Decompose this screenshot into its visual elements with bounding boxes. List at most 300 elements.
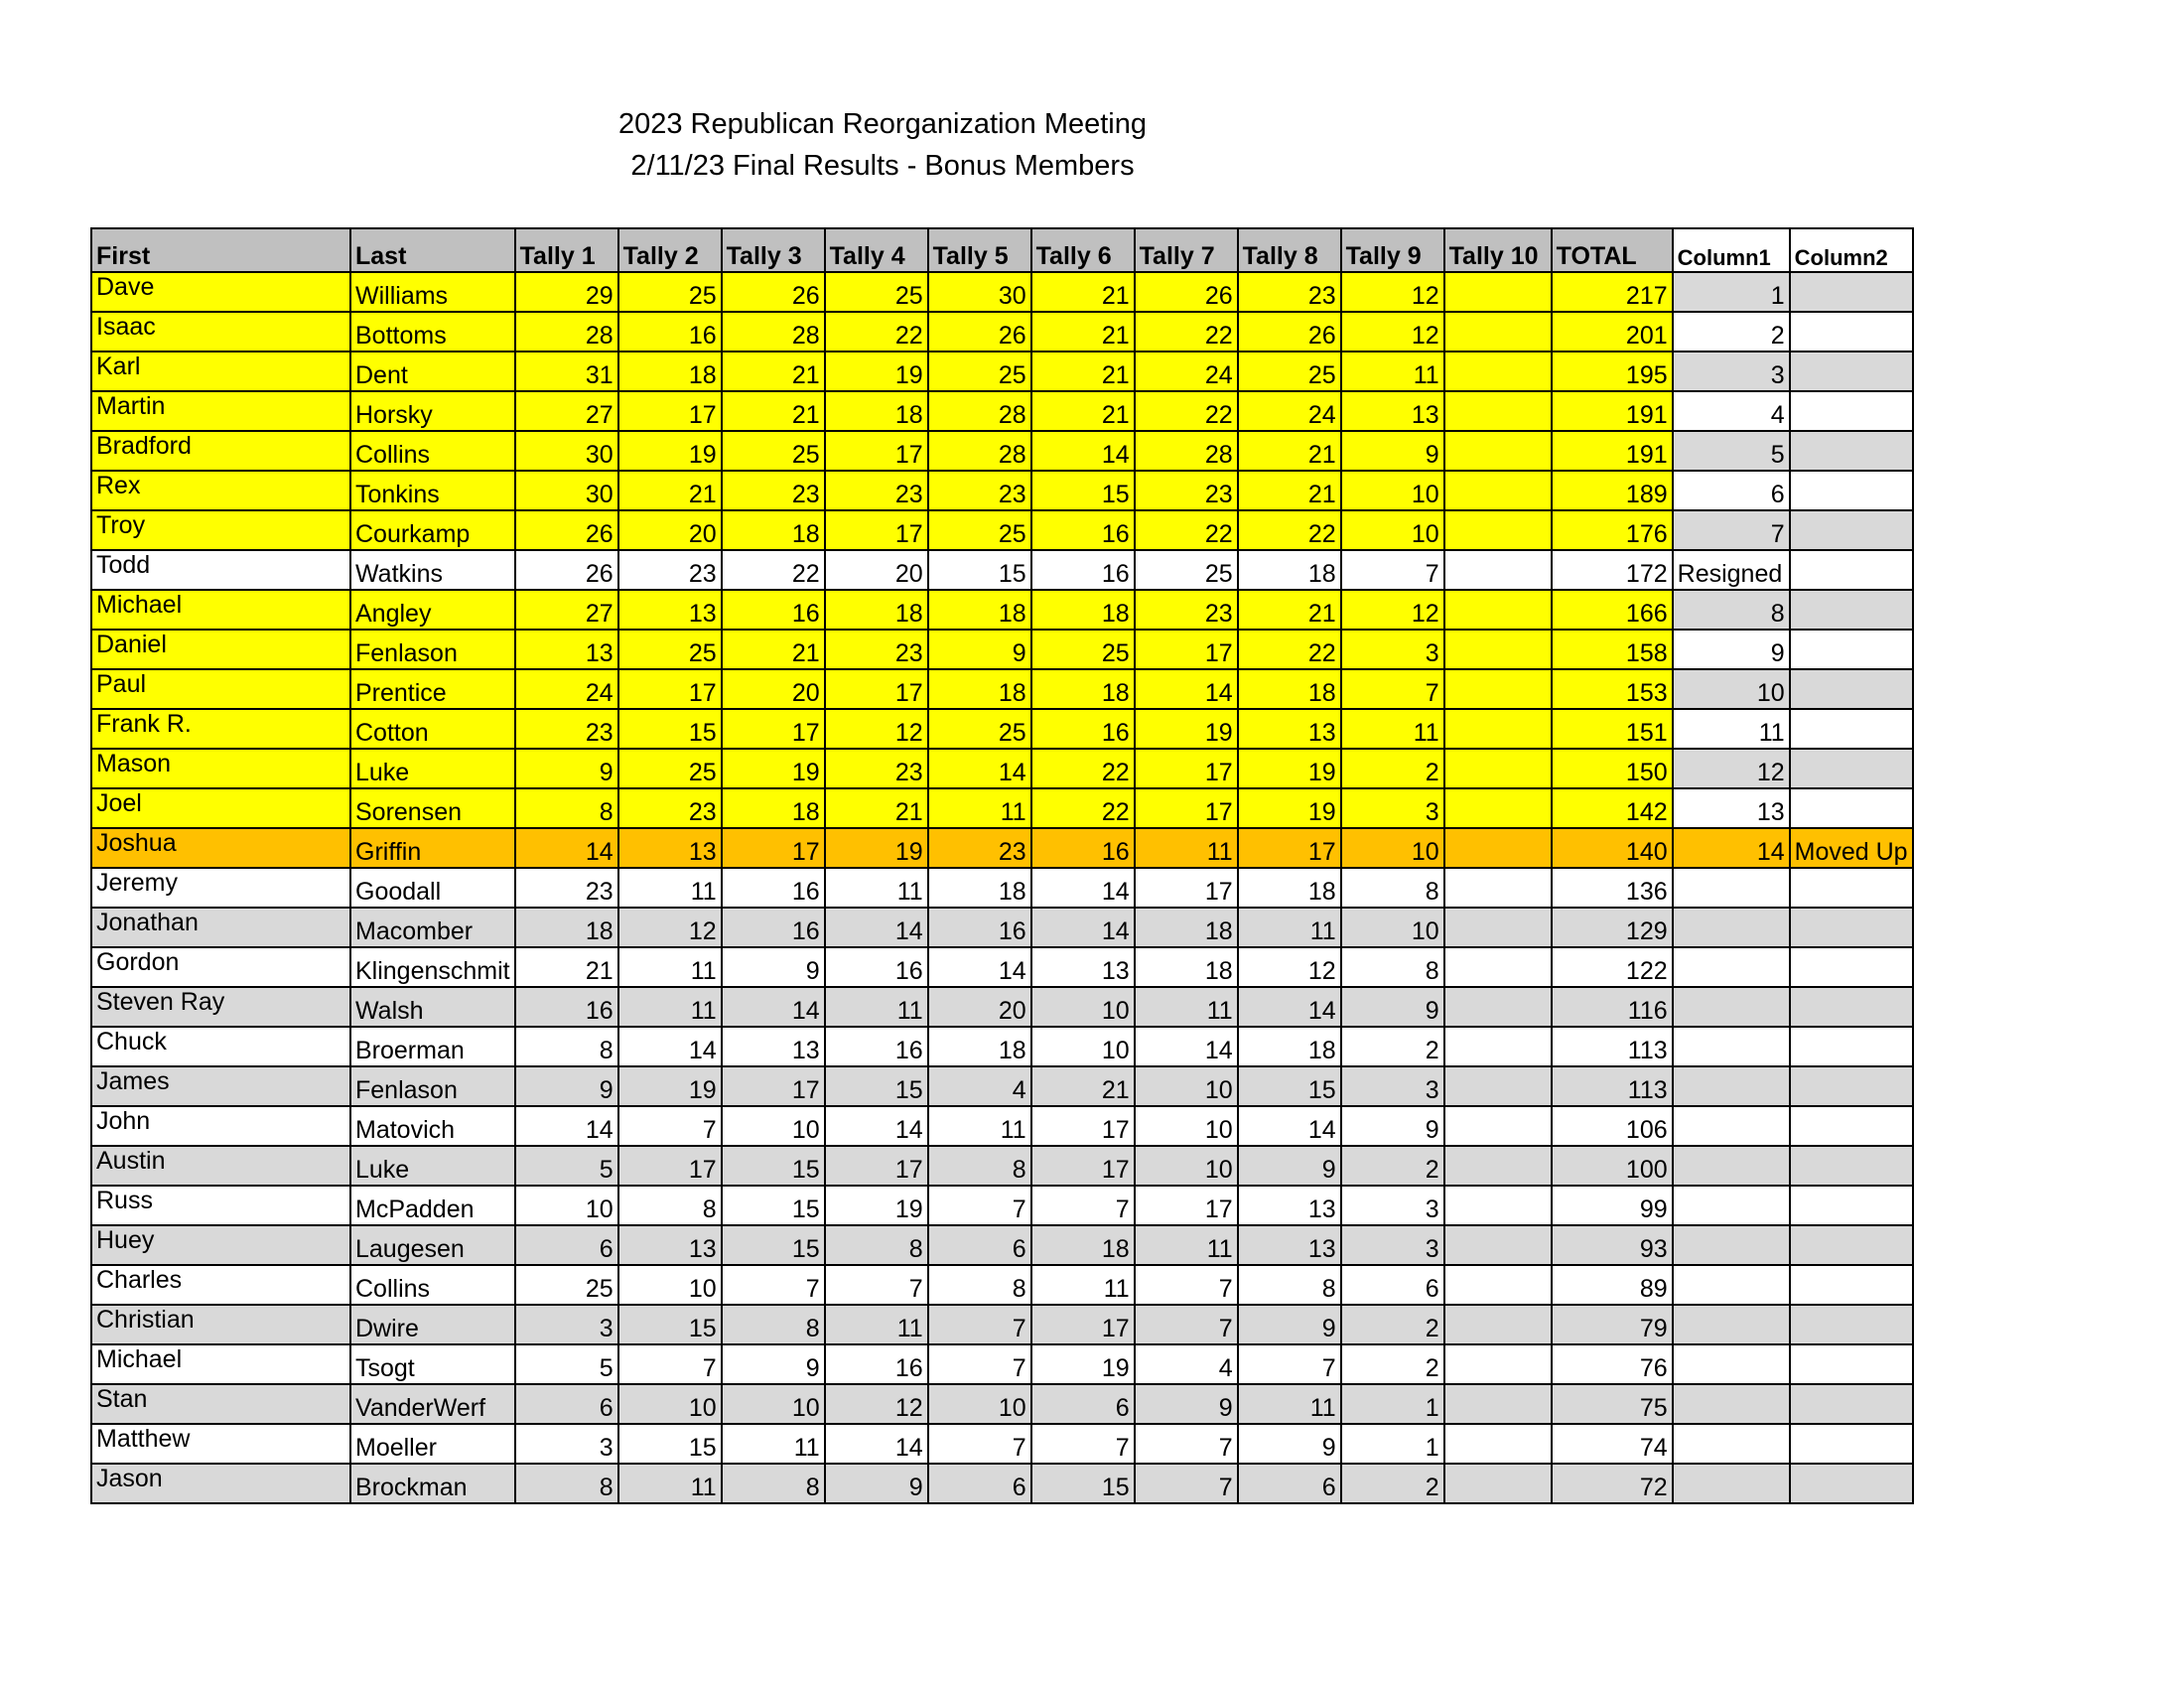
tally-2-cell: 13 [618,1225,722,1265]
column2-cell [1790,471,1913,510]
total-cell: 189 [1552,471,1673,510]
tally-4-cell: 19 [825,828,928,868]
tally-3-cell: 8 [722,1464,825,1503]
tally-9-cell: 8 [1341,868,1444,908]
tally-8-cell: 15 [1238,1066,1341,1106]
column2-cell [1790,709,1913,749]
column2-cell [1790,1344,1913,1384]
tally-3-cell: 15 [722,1146,825,1186]
total-cell: 172 [1552,550,1673,590]
tally-1-cell: 14 [515,1106,618,1146]
tally-2-cell: 15 [618,1305,722,1344]
first-name-cell: Frank R. [91,709,350,749]
column2-cell [1790,391,1913,431]
tally-10-cell [1444,788,1552,828]
tally-10-cell [1444,352,1552,391]
tally-2-cell: 17 [618,669,722,709]
first-name-cell: Russ [91,1186,350,1225]
tally-5-cell: 30 [928,272,1031,312]
last-name-cell: Matovich [350,1106,515,1146]
tally-6-cell: 7 [1031,1424,1135,1464]
column1-cell [1673,1027,1790,1066]
last-name-cell: Prentice [350,669,515,709]
tally-10-cell [1444,1225,1552,1265]
tally-4-cell: 12 [825,709,928,749]
tally-1-cell: 9 [515,749,618,788]
header-row [91,228,1913,272]
tally-10-cell [1444,669,1552,709]
first-name-cell: Joel [91,788,350,828]
total-cell: 191 [1552,391,1673,431]
first-name-cell: Mason [91,749,350,788]
tally-3-cell: 18 [722,788,825,828]
tally-2-cell: 17 [618,1146,722,1186]
column2-cell [1790,1464,1913,1503]
tally-6-cell: 25 [1031,630,1135,669]
tally-1-cell: 8 [515,1464,618,1503]
table-row [91,868,1913,908]
tally-4-cell: 14 [825,1106,928,1146]
column2-cell [1790,749,1913,788]
tally-7-cell: 7 [1135,1424,1238,1464]
table-row [91,272,1913,312]
column2-cell [1790,1066,1913,1106]
tally-9-cell: 9 [1341,1106,1444,1146]
column2-cell [1790,1265,1913,1305]
tally-4-cell: 17 [825,1146,928,1186]
tally-9-cell: 2 [1341,1344,1444,1384]
column2-cell [1790,431,1913,471]
tally-9-cell: 10 [1341,471,1444,510]
tally-1-cell: 16 [515,987,618,1027]
total-cell: 74 [1552,1424,1673,1464]
table-row [91,630,1913,669]
total-cell: 140 [1552,828,1673,868]
tally-1-cell: 30 [515,431,618,471]
tally-4-cell: 23 [825,749,928,788]
tally-2-cell: 23 [618,788,722,828]
total-cell: 75 [1552,1384,1673,1424]
first-name-cell: Charles [91,1265,350,1305]
tally-1-cell: 27 [515,391,618,431]
tally-5-cell: 6 [928,1225,1031,1265]
tally-7-cell: 17 [1135,749,1238,788]
tally-9-cell: 3 [1341,1186,1444,1225]
column1-cell [1673,1464,1790,1503]
tally-10-cell [1444,272,1552,312]
tally-6-cell: 13 [1031,947,1135,987]
tally-4-cell: 19 [825,1186,928,1225]
tally-6-cell: 15 [1031,471,1135,510]
tally-6-cell: 21 [1031,352,1135,391]
tally-5-cell: 23 [928,828,1031,868]
first-name-cell: Isaac [91,312,350,352]
tally-10-cell [1444,868,1552,908]
tally-7-cell: 11 [1135,1225,1238,1265]
title-line-1: 2023 Republican Reorganization Meeting [617,108,1148,140]
tally-9-cell: 3 [1341,630,1444,669]
tally-9-cell: 1 [1341,1424,1444,1464]
tally-10-cell [1444,550,1552,590]
tally-6-cell: 21 [1031,391,1135,431]
last-name-cell: Laugesen [350,1225,515,1265]
first-name-cell: Dave [91,272,350,312]
last-name-cell: Collins [350,431,515,471]
tally-2-cell: 8 [618,1186,722,1225]
last-name-cell: Courkamp [350,510,515,550]
last-name-cell: Williams [350,272,515,312]
tally-2-cell: 17 [618,391,722,431]
column1-cell: 11 [1673,709,1790,749]
first-name-cell: Matthew [91,1424,350,1464]
column1-cell: 8 [1673,590,1790,630]
tally-4-cell: 18 [825,590,928,630]
tally-4-cell: 15 [825,1066,928,1106]
tally-5-cell: 18 [928,1027,1031,1066]
tally-7-cell: 17 [1135,1186,1238,1225]
tally-6-cell: 17 [1031,1146,1135,1186]
total-cell: 113 [1552,1027,1673,1066]
tally-8-cell: 21 [1238,471,1341,510]
tally-1-cell: 18 [515,908,618,947]
tally-5-cell: 10 [928,1384,1031,1424]
tally-2-cell: 18 [618,352,722,391]
tally-4-cell: 8 [825,1225,928,1265]
first-name-cell: Rex [91,471,350,510]
column2-cell: Moved Up [1790,828,1913,868]
table-row [91,1384,1913,1424]
tally-5-cell: 7 [928,1305,1031,1344]
tally-6-cell: 17 [1031,1305,1135,1344]
tally-2-cell: 20 [618,510,722,550]
tally-10-cell [1444,828,1552,868]
last-name-cell: Dent [350,352,515,391]
table-row [91,1424,1913,1464]
tally-6-cell: 21 [1031,1066,1135,1106]
tally-8-cell: 25 [1238,352,1341,391]
tally-2-cell: 11 [618,987,722,1027]
tally-8-cell: 9 [1238,1424,1341,1464]
total-cell: 176 [1552,510,1673,550]
last-name-cell: Cotton [350,709,515,749]
tally-10-cell [1444,1344,1552,1384]
tally-6-cell: 18 [1031,1225,1135,1265]
table-row [91,947,1913,987]
column1-cell [1673,1424,1790,1464]
first-name-cell: John [91,1106,350,1146]
tally-3-cell: 7 [722,1265,825,1305]
table-row [91,1464,1913,1503]
table-row [91,1146,1913,1186]
first-name-cell: Joshua [91,828,350,868]
last-name-cell: Fenlason [350,1066,515,1106]
tally-4-cell: 14 [825,908,928,947]
tally-5-cell: 7 [928,1186,1031,1225]
tally-7-cell: 10 [1135,1066,1238,1106]
tally-7-cell: 7 [1135,1265,1238,1305]
tally-3-cell: 21 [722,352,825,391]
column1-cell [1673,1265,1790,1305]
column1-cell: 7 [1673,510,1790,550]
header-tally-6: Tally 6 [1031,228,1135,272]
tally-2-cell: 7 [618,1106,722,1146]
column2-cell [1790,272,1913,312]
first-name-cell: Gordon [91,947,350,987]
last-name-cell: Bottoms [350,312,515,352]
tally-9-cell: 10 [1341,510,1444,550]
tally-2-cell: 21 [618,471,722,510]
tally-1-cell: 30 [515,471,618,510]
tally-10-cell [1444,1066,1552,1106]
tally-6-cell: 14 [1031,908,1135,947]
table-row [91,391,1913,431]
header-tally-2: Tally 2 [618,228,722,272]
table-row [91,1305,1913,1344]
tally-5-cell: 8 [928,1146,1031,1186]
tally-4-cell: 11 [825,868,928,908]
tally-8-cell: 17 [1238,828,1341,868]
tally-7-cell: 22 [1135,391,1238,431]
tally-7-cell: 18 [1135,947,1238,987]
tally-3-cell: 25 [722,431,825,471]
tally-8-cell: 14 [1238,1106,1341,1146]
tally-3-cell: 21 [722,391,825,431]
total-cell: 100 [1552,1146,1673,1186]
tally-9-cell: 2 [1341,1027,1444,1066]
table-row [91,709,1913,749]
tally-2-cell: 25 [618,272,722,312]
tally-3-cell: 17 [722,709,825,749]
tally-7-cell: 22 [1135,510,1238,550]
tally-4-cell: 18 [825,391,928,431]
last-name-cell: Watkins [350,550,515,590]
table-row [91,1225,1913,1265]
tally-2-cell: 25 [618,630,722,669]
column2-cell [1790,550,1913,590]
last-name-cell: Luke [350,1146,515,1186]
column1-cell: Resigned [1673,550,1790,590]
header-tally-10: Tally 10 [1444,228,1552,272]
tally-3-cell: 18 [722,510,825,550]
tally-9-cell: 3 [1341,788,1444,828]
tally-8-cell: 8 [1238,1265,1341,1305]
tally-7-cell: 11 [1135,828,1238,868]
column1-cell: 4 [1673,391,1790,431]
tally-10-cell [1444,947,1552,987]
column1-cell [1673,987,1790,1027]
tally-10-cell [1444,1265,1552,1305]
tally-8-cell: 14 [1238,987,1341,1027]
tally-3-cell: 17 [722,828,825,868]
column1-cell [1673,1106,1790,1146]
tally-9-cell: 11 [1341,352,1444,391]
header-tally-5: Tally 5 [928,228,1031,272]
table-row [91,1066,1913,1106]
header-tally-7: Tally 7 [1135,228,1238,272]
tally-9-cell: 6 [1341,1265,1444,1305]
column1-cell [1673,908,1790,947]
tally-3-cell: 16 [722,590,825,630]
tally-8-cell: 19 [1238,788,1341,828]
table-row [91,908,1913,947]
column1-cell [1673,1384,1790,1424]
table-row [91,471,1913,510]
tally-3-cell: 19 [722,749,825,788]
tally-4-cell: 17 [825,431,928,471]
tally-8-cell: 9 [1238,1305,1341,1344]
table-row [91,1186,1913,1225]
tally-9-cell: 7 [1341,550,1444,590]
last-name-cell: Macomber [350,908,515,947]
tally-1-cell: 26 [515,510,618,550]
column1-cell [1673,1305,1790,1344]
tally-4-cell: 16 [825,1027,928,1066]
last-name-cell: Walsh [350,987,515,1027]
last-name-cell: Dwire [350,1305,515,1344]
tally-10-cell [1444,1027,1552,1066]
tally-9-cell: 10 [1341,828,1444,868]
tally-8-cell: 9 [1238,1146,1341,1186]
total-cell: 142 [1552,788,1673,828]
first-name-cell: Austin [91,1146,350,1186]
column1-cell: 10 [1673,669,1790,709]
tally-6-cell: 14 [1031,868,1135,908]
document-title [0,103,1765,187]
tally-1-cell: 8 [515,788,618,828]
tally-9-cell: 9 [1341,987,1444,1027]
tally-10-cell [1444,1146,1552,1186]
tally-7-cell: 14 [1135,1027,1238,1066]
tally-4-cell: 20 [825,550,928,590]
column2-cell [1790,312,1913,352]
tally-4-cell: 17 [825,669,928,709]
tally-3-cell: 10 [722,1384,825,1424]
column1-cell: 12 [1673,749,1790,788]
total-cell: 153 [1552,669,1673,709]
total-cell: 195 [1552,352,1673,391]
tally-3-cell: 23 [722,471,825,510]
tally-1-cell: 9 [515,1066,618,1106]
column2-cell [1790,1186,1913,1225]
tally-10-cell [1444,987,1552,1027]
last-name-cell: Tsogt [350,1344,515,1384]
tally-2-cell: 23 [618,550,722,590]
tally-10-cell [1444,1424,1552,1464]
tally-8-cell: 11 [1238,1384,1341,1424]
total-cell: 106 [1552,1106,1673,1146]
total-cell: 79 [1552,1305,1673,1344]
tally-9-cell: 13 [1341,391,1444,431]
tally-7-cell: 23 [1135,590,1238,630]
tally-3-cell: 8 [722,1305,825,1344]
tally-6-cell: 22 [1031,788,1135,828]
tally-6-cell: 18 [1031,590,1135,630]
tally-1-cell: 29 [515,272,618,312]
total-cell: 151 [1552,709,1673,749]
table-row [91,669,1913,709]
tally-8-cell: 22 [1238,630,1341,669]
total-cell: 99 [1552,1186,1673,1225]
last-name-cell: Moeller [350,1424,515,1464]
tally-7-cell: 17 [1135,868,1238,908]
table-row [91,590,1913,630]
tally-6-cell: 22 [1031,749,1135,788]
tally-4-cell: 22 [825,312,928,352]
tally-1-cell: 23 [515,868,618,908]
total-cell: 72 [1552,1464,1673,1503]
tally-2-cell: 10 [618,1265,722,1305]
tally-6-cell: 21 [1031,272,1135,312]
tally-1-cell: 13 [515,630,618,669]
first-name-cell: Martin [91,391,350,431]
column2-cell [1790,868,1913,908]
column1-cell [1673,1066,1790,1106]
title-line-2: 2/11/23 Final Results - Bonus Members [630,150,1135,182]
first-name-cell: Stan [91,1384,350,1424]
tally-9-cell: 12 [1341,590,1444,630]
tally-4-cell: 14 [825,1424,928,1464]
tally-4-cell: 16 [825,1344,928,1384]
tally-7-cell: 9 [1135,1384,1238,1424]
tally-5-cell: 16 [928,908,1031,947]
table-row [91,510,1913,550]
tally-3-cell: 16 [722,868,825,908]
column1-cell: 9 [1673,630,1790,669]
tally-6-cell: 19 [1031,1344,1135,1384]
tally-1-cell: 23 [515,709,618,749]
column2-cell [1790,590,1913,630]
tally-8-cell: 18 [1238,868,1341,908]
tally-1-cell: 28 [515,312,618,352]
column1-cell: 13 [1673,788,1790,828]
tally-8-cell: 12 [1238,947,1341,987]
first-name-cell: Jonathan [91,908,350,947]
tally-3-cell: 15 [722,1186,825,1225]
tally-7-cell: 10 [1135,1146,1238,1186]
tally-7-cell: 7 [1135,1464,1238,1503]
table-row [91,312,1913,352]
tally-9-cell: 12 [1341,312,1444,352]
tally-7-cell: 25 [1135,550,1238,590]
tally-7-cell: 28 [1135,431,1238,471]
tally-9-cell: 3 [1341,1066,1444,1106]
tally-1-cell: 27 [515,590,618,630]
tally-8-cell: 19 [1238,749,1341,788]
tally-1-cell: 26 [515,550,618,590]
tally-5-cell: 6 [928,1464,1031,1503]
first-name-cell: Bradford [91,431,350,471]
tally-1-cell: 3 [515,1424,618,1464]
tally-3-cell: 15 [722,1225,825,1265]
last-name-cell: Griffin [350,828,515,868]
tally-7-cell: 10 [1135,1106,1238,1146]
tally-1-cell: 14 [515,828,618,868]
tally-6-cell: 21 [1031,312,1135,352]
tally-5-cell: 25 [928,352,1031,391]
column1-cell [1673,1146,1790,1186]
tally-5-cell: 9 [928,630,1031,669]
column2-cell [1790,1106,1913,1146]
tally-6-cell: 14 [1031,431,1135,471]
first-name-cell: Karl [91,352,350,391]
tally-6-cell: 7 [1031,1186,1135,1225]
tally-5-cell: 18 [928,590,1031,630]
tally-7-cell: 4 [1135,1344,1238,1384]
header-tally-9: Tally 9 [1341,228,1444,272]
first-name-cell: Paul [91,669,350,709]
total-cell: 122 [1552,947,1673,987]
header-tally-1: Tally 1 [515,228,618,272]
